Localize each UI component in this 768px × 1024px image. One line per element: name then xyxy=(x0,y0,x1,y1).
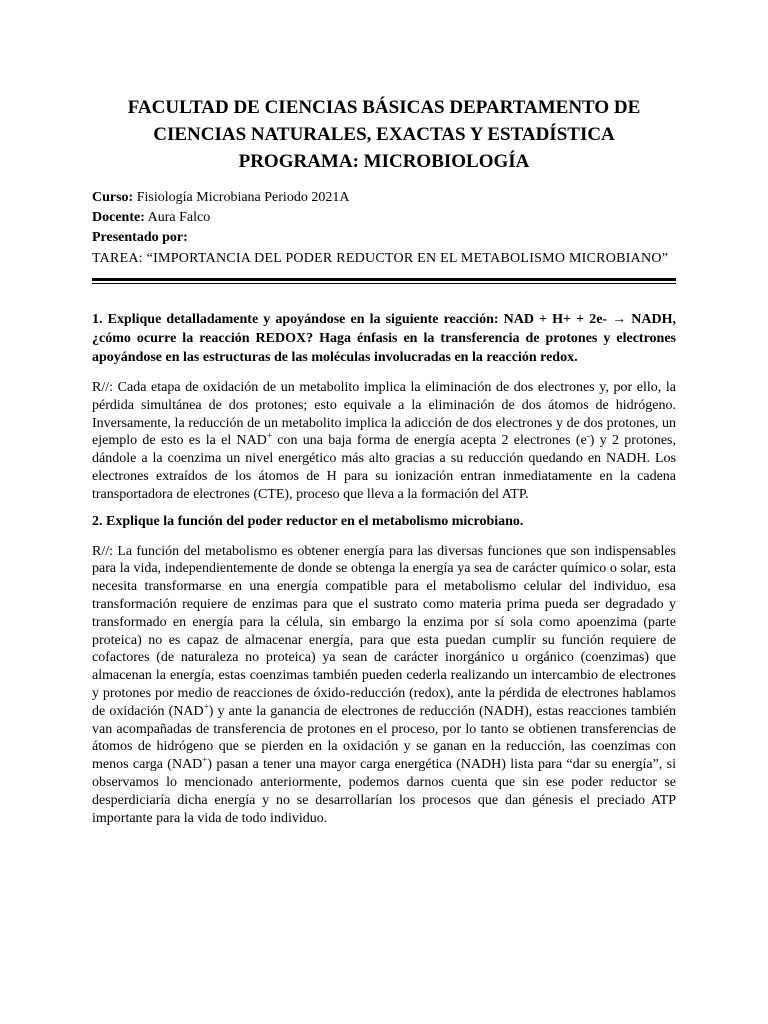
divider-thick xyxy=(92,278,676,281)
answer-2: R//: La función del metabolismo es obtener energía para las diversas funciones que son indispensables para la vida, independientemente de donde se obtenga la energía ya sea de carácter químico o solar, esta necesita transformarse en una energía compatible para el metabolismo celular del individuo, esa transformación requiere de enzimas para que el sustrato como materia prima pueda ser degradado y transformado en energía para la célula, sin embargo la enzima por sí sola como apoenzima (parte proteica) no es capaz de almacenar energía, para que esta puedan cumplir su función requiere de cofactores (de naturaleza no proteica) ya sean de carácter inorgánico u orgánico (coenzimas) que almacenan la energía, estas coenzimas también pueden cederla realizando un intercambio de electrones y protones por medio de reacciones de óxido-reducción (redox), ante la pérdida de electrones hablamos de oxidación (NAD+) y ante la ganancia de electrones de reducción (NADH), estas reacciones también van acompañadas de transferencia de protones en el proceso, por lo tanto se obtienen transferencias de átomos de hidrógeno que se pierden en la oxidación y se ganan en la reducción, las coenzimas con menos carga (NAD+) pasan a tener una mayor carga energética (NADH) lista para “dar su energía”, si observamos lo mencionado anteriormente, podemos darnos cuenta que sin ese poder reductor se desperdiciaría dicha energía y no se desarrollarían los procesos que dan génesis el preciado ATP importante para la vida de todo individuo. xyxy=(92,543,676,826)
curso-line: Curso: Fisiología Microbiana Periodo 2021A xyxy=(92,190,350,205)
document-header xyxy=(92,0,676,175)
answer-1: R//: Cada etapa de oxidación de un metabolito implica la eliminación de dos electrones y, por ello, la pérdida simultánea de dos protones; esto equivale a la eliminación de dos átomos de hidrógeno. Inversamente, la reducción de un metabolito implica la adicción de dos electrones y de dos protones, un ejemplo de esto es la el NAD+ con una baja forma de energía acepta 2 electrones (e-) y 2 protones, dándole a la coenzima un nivel energético más alto gracias a su reducción quedando en NADH. Los electrones extraídos de los átomos de H para su ionización entran inmediatamente en la cadena transportadora de electrones (CTE), proceso que lleva a la formación del ATP. xyxy=(92,380,676,502)
header-line-3: PROGRAMA: MICROBIOLOGÍA xyxy=(238,151,530,172)
docente-line: Docente: Aura Falco xyxy=(92,210,211,225)
question-1: 1. Explique detalladamente y apoyándose en la siguiente reacción: NAD + H+ + 2e- → NADH, ¿cómo ocurre la reacción REDOX? Haga énfasis en la transferencia de protones y electrones apoyándose en las estructuras de las moléculas involucradas en la reacción redox. xyxy=(92,312,676,365)
question-2: 2. Explique la función del poder reductor en el metabolismo microbiano. xyxy=(92,513,524,529)
presentado-line: Presentado por: xyxy=(92,230,188,245)
course-info xyxy=(92,188,676,248)
header-line-1: FACULTAD DE CIENCIAS BÁSICAS DEPARTAMENTO DE xyxy=(127,97,641,118)
header-line-2: CIENCIAS NATURALES, EXACTAS Y ESTADÍSTICA xyxy=(153,124,615,145)
divider-thin xyxy=(92,283,676,284)
task-title: TAREA: “IMPORTANCIA DEL PODER REDUCTOR EN EL METABOLISMO MICROBIANO” xyxy=(92,251,669,266)
